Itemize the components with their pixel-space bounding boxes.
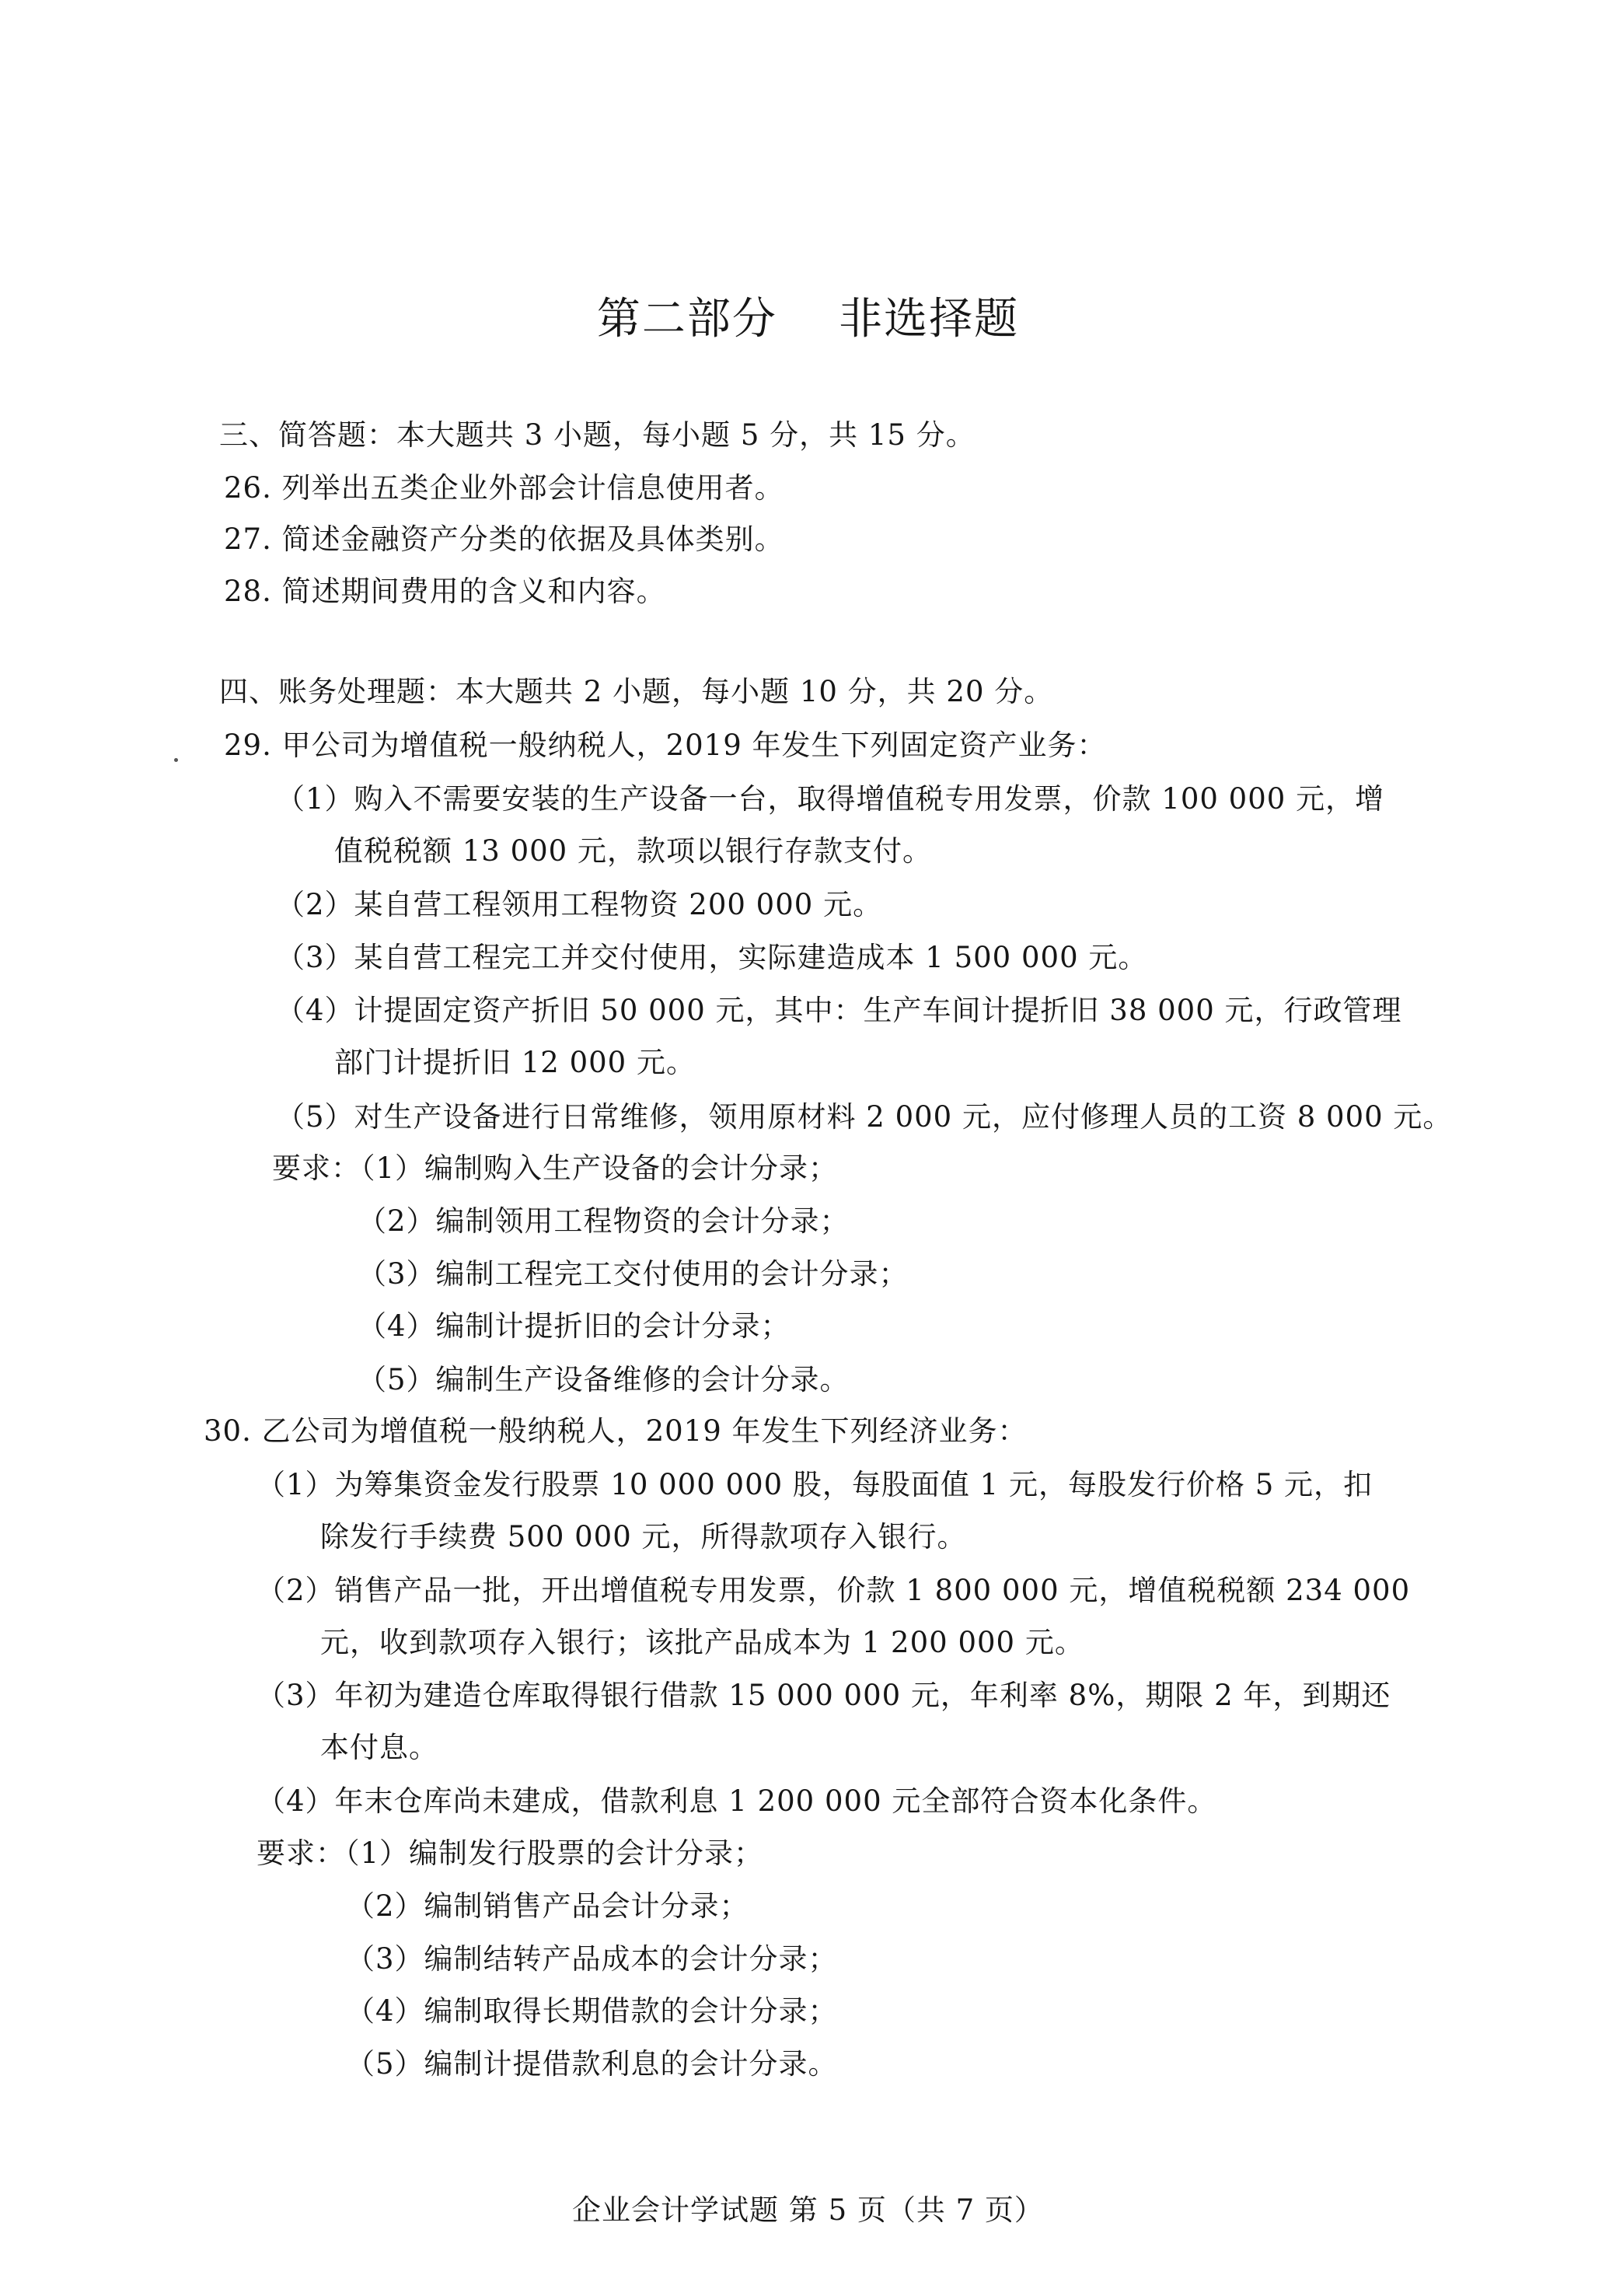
q30-requirement-2: （2）编制销售产品会计分录； xyxy=(346,1889,749,1923)
q30-requirement-3: （3）编制结转产品成本的会计分录； xyxy=(346,1942,838,1976)
q29-item-2: （2）某自营工程领用工程物资 200 000 元。 xyxy=(276,888,883,921)
q29-item-1: （1）购入不需要安装的生产设备一台，取得增值税专用发票，价款 100 000 元，增 xyxy=(276,782,1385,816)
q29-item-5: （5）对生产设备进行日常维修，领用原材料 2 000 元，应付修理人员的工资 8 000 元。 xyxy=(276,1100,1453,1134)
q29-requirement-4: （4）编制计提折旧的会计分录； xyxy=(358,1309,791,1343)
section4-heading: 四、账务处理题：本大题共 2 小题，每小题 10 分，共 20 分。 xyxy=(219,675,1054,708)
q30-item-1-cont: 除发行手续费 500 000 元，所得款项存入银行。 xyxy=(320,1520,967,1553)
q30-item-2: （2）销售产品一批，开出增值税专用发票，价款 1 800 000 元，增值税税额 234 000 xyxy=(257,1574,1411,1607)
q29-requirement-3: （3）编制工程完工交付使用的会计分录； xyxy=(358,1257,909,1291)
scan-dot xyxy=(174,758,178,762)
q29-item-4-cont: 部门计提折旧 12 000 元。 xyxy=(334,1046,696,1079)
q30-item-3-cont: 本付息。 xyxy=(320,1731,438,1764)
q30-item-4: （4）年末仓库尚未建成，借款利息 1 200 000 元全部符合资本化条件。 xyxy=(257,1784,1217,1818)
q29-item-1-cont: 值税税额 13 000 元，款项以银行存款支付。 xyxy=(334,834,932,868)
q30-requirement-1: 要求：（1）编制发行股票的会计分录； xyxy=(257,1836,764,1870)
page-title: 第二部分 非选择题 xyxy=(596,294,1020,344)
q29-item-4: （4）计提固定资产折旧 50 000 元，其中：生产车间计提折旧 38 000 元，行政管理 xyxy=(276,994,1402,1027)
q29-requirement-2: （2）编制领用工程物资的会计分录； xyxy=(358,1204,850,1238)
q30-item-3: （3）年初为建造仓库取得银行借款 15 000 000 元，年利率 8%，期限 2 年，到期还 xyxy=(257,1679,1391,1712)
q30-requirement-5: （5）编制计提借款利息的会计分录。 xyxy=(346,2047,838,2081)
question-26: 26. 列举出五类企业外部会计信息使用者。 xyxy=(224,471,784,505)
question-28: 28. 简述期间费用的含义和内容。 xyxy=(224,575,666,608)
question-29-stem: 29. 甲公司为增值税一般纳税人，2019 年发生下列固定资产业务： xyxy=(224,729,1107,762)
question-27: 27. 简述金融资产分类的依据及具体类别。 xyxy=(224,522,784,556)
page-footer: 企业会计学试题 第 5 页（共 7 页） xyxy=(572,2193,1044,2227)
section3-heading: 三、简答题：本大题共 3 小题，每小题 5 分，共 15 分。 xyxy=(219,418,976,452)
question-30-stem: 30. 乙公司为增值税一般纳税人，2019 年发生下列经济业务： xyxy=(204,1414,1028,1448)
q29-item-3: （3）某自营工程完工并交付使用，实际建造成本 1 500 000 元。 xyxy=(276,941,1148,974)
q29-requirement-5: （5）编制生产设备维修的会计分录。 xyxy=(358,1363,850,1396)
q29-requirement-1: 要求：（1）编制购入生产设备的会计分录； xyxy=(272,1151,839,1185)
q30-item-1: （1）为筹集资金发行股票 10 000 000 股，每股面值 1 元，每股发行价格 5 元，扣 xyxy=(257,1468,1373,1501)
q30-requirement-4: （4）编制取得长期借款的会计分录； xyxy=(346,1994,838,2028)
q30-item-2-cont: 元，收到款项存入银行；该批产品成本为 1 200 000 元。 xyxy=(320,1626,1084,1659)
